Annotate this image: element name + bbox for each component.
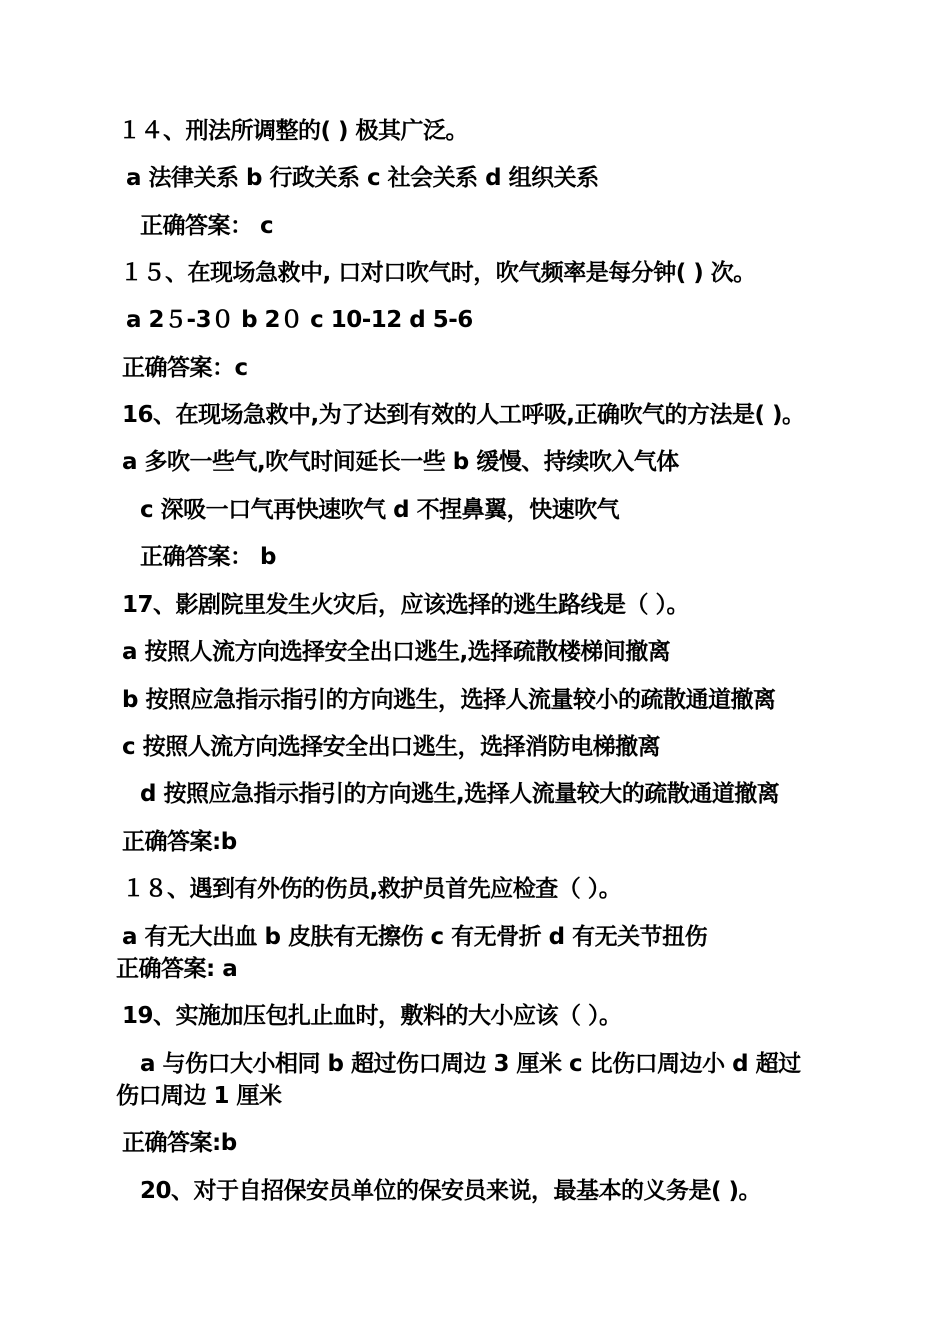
question-18-options: a 有无大出血 b 皮肤有无擦伤 c 有无骨折 d 有无关节扭伤 xyxy=(122,924,708,950)
question-14: １４、刑法所调整的( ) 极其广泛。 xyxy=(118,118,469,144)
question-16: 16、在现场急救中,为了达到有效的人工呼吸,正确吹气的方法是( )。 xyxy=(122,402,805,428)
question-16-answer: 正确答案： b xyxy=(140,544,276,570)
question-17: 17、影剧院里发生火灾后，应该选择的逃生路线是（ ）。 xyxy=(122,592,690,618)
question-19-options: a 与伤口大小相同 b 超过伤口周边 3 厘米 c 比伤口周边小 d 超过 xyxy=(140,1051,801,1077)
question-14-answer: 正确答案： c xyxy=(140,213,274,239)
question-19: 19、实施加压包扎止血时，敷料的大小应该（ ）。 xyxy=(122,1003,622,1029)
question-19-answer: 正确答案:b xyxy=(122,1130,237,1156)
question-18: １８、遇到有外伤的伤员,救护员首先应检查（ ）。 xyxy=(122,876,622,902)
question-19-options-cont: 伤口周边 1 厘米 xyxy=(116,1083,282,1109)
question-15-answer: 正确答案：c xyxy=(122,355,248,381)
question-20: 20、对于自招保安员单位的保安员来说，最基本的义务是( )。 xyxy=(140,1178,762,1204)
question-15: １５、在现场急救中, 口对口吹气时，吹气频率是每分钟( ) 次。 xyxy=(120,260,756,286)
question-17-answer: 正确答案:b xyxy=(122,829,237,855)
question-16-options-cd: c 深吸一口气再快速吹气 d 不捏鼻翼，快速吹气 xyxy=(140,497,620,523)
question-15-options: a 2５-3０ b 2０ c 10-12 d 5-6 xyxy=(126,307,473,333)
question-14-options: a 法律关系 b 行政关系 c 社会关系 d 组织关系 xyxy=(126,165,599,191)
question-16-options-ab: a 多吹一些气,吹气时间延长一些 b 缓慢、持续吹入气体 xyxy=(122,449,679,475)
question-17-option-a: a 按照人流方向选择安全出口逃生,选择疏散楼梯间撤离 xyxy=(122,639,671,665)
question-18-answer: 正确答案: a xyxy=(116,956,238,982)
question-17-option-d: d 按照应急指示指引的方向逃生,选择人流量较大的疏散通道撤离 xyxy=(140,781,780,807)
question-17-option-b: b 按照应急指示指引的方向逃生，选择人流量较小的疏散通道撤离 xyxy=(122,687,776,713)
question-17-option-c: c 按照人流方向选择安全出口逃生，选择消防电梯撤离 xyxy=(122,734,661,760)
